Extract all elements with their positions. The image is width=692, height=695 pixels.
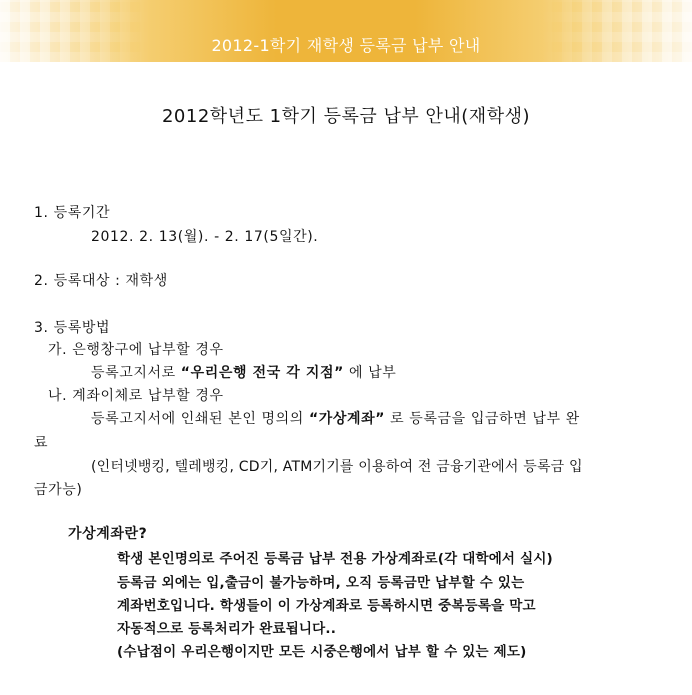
ga-detail-suffix: 에 납부 bbox=[343, 365, 397, 381]
section-3-item-na-note-wrap: 금가능) bbox=[34, 482, 83, 498]
ga-detail-prefix: 등록고지서로 bbox=[91, 365, 181, 381]
section-3-item-na-wrap: 료 bbox=[34, 435, 49, 451]
section-3-item-na-detail bbox=[91, 408, 580, 428]
header-banner bbox=[0, 0, 692, 62]
virtual-account-line: 등록금 외에는 입,출금이 불가능하며, 오직 등록금만 납부할 수 있는 bbox=[117, 575, 525, 591]
virtual-account-line: (수납점이 우리은행이지만 모든 시중은행에서 납부 할 수 있는 제도) bbox=[117, 644, 527, 660]
section-3-item-na: 나. 계좌이체로 납부할 경우 bbox=[48, 388, 224, 404]
ga-detail-bank: “우리은행 전국 각 지점” bbox=[180, 365, 344, 381]
na-detail-suffix: 로 등록금을 입금하면 납부 완 bbox=[385, 411, 580, 427]
section-1-period: 2012. 2. 13(월). - 2. 17(5일간). bbox=[91, 229, 319, 245]
virtual-account-title: 가상계좌란? bbox=[68, 526, 148, 542]
banner-title: 2012-1학기 재학생 등록금 납부 안내 bbox=[211, 36, 481, 55]
virtual-account-line: 계좌번호입니다. 학생들이 이 가상계좌로 등록하시면 중복등록을 막고 bbox=[117, 598, 536, 614]
na-detail-prefix: 등록고지서에 인쇄된 본인 명의의 bbox=[91, 411, 309, 427]
na-detail-account: “가상계좌” bbox=[308, 411, 386, 427]
section-3-heading: 3. 등록방법 bbox=[34, 320, 111, 336]
virtual-account-line: 자동적으로 등록처리가 완료됩니다.. bbox=[117, 621, 337, 637]
section-1-heading: 1. 등록기간 bbox=[34, 205, 111, 221]
virtual-account-line: 학생 본인명의로 주어진 등록금 납부 전용 가상계좌로(각 대학에서 실시) bbox=[117, 551, 553, 567]
section-2-heading: 2. 등록대상 : 재학생 bbox=[34, 273, 168, 289]
section-3-item-na-note: (인터넷뱅킹, 텔레뱅킹, CD기, ATM기기를 이용하여 전 금융기관에서 등록금 입 bbox=[91, 459, 583, 475]
document-title: 2012학년도 1학기 등록금 납부 안내(재학생) bbox=[161, 106, 530, 127]
section-3-item-ga: 가. 은행창구에 납부할 경우 bbox=[48, 342, 224, 358]
section-3-item-ga-detail bbox=[91, 362, 396, 382]
